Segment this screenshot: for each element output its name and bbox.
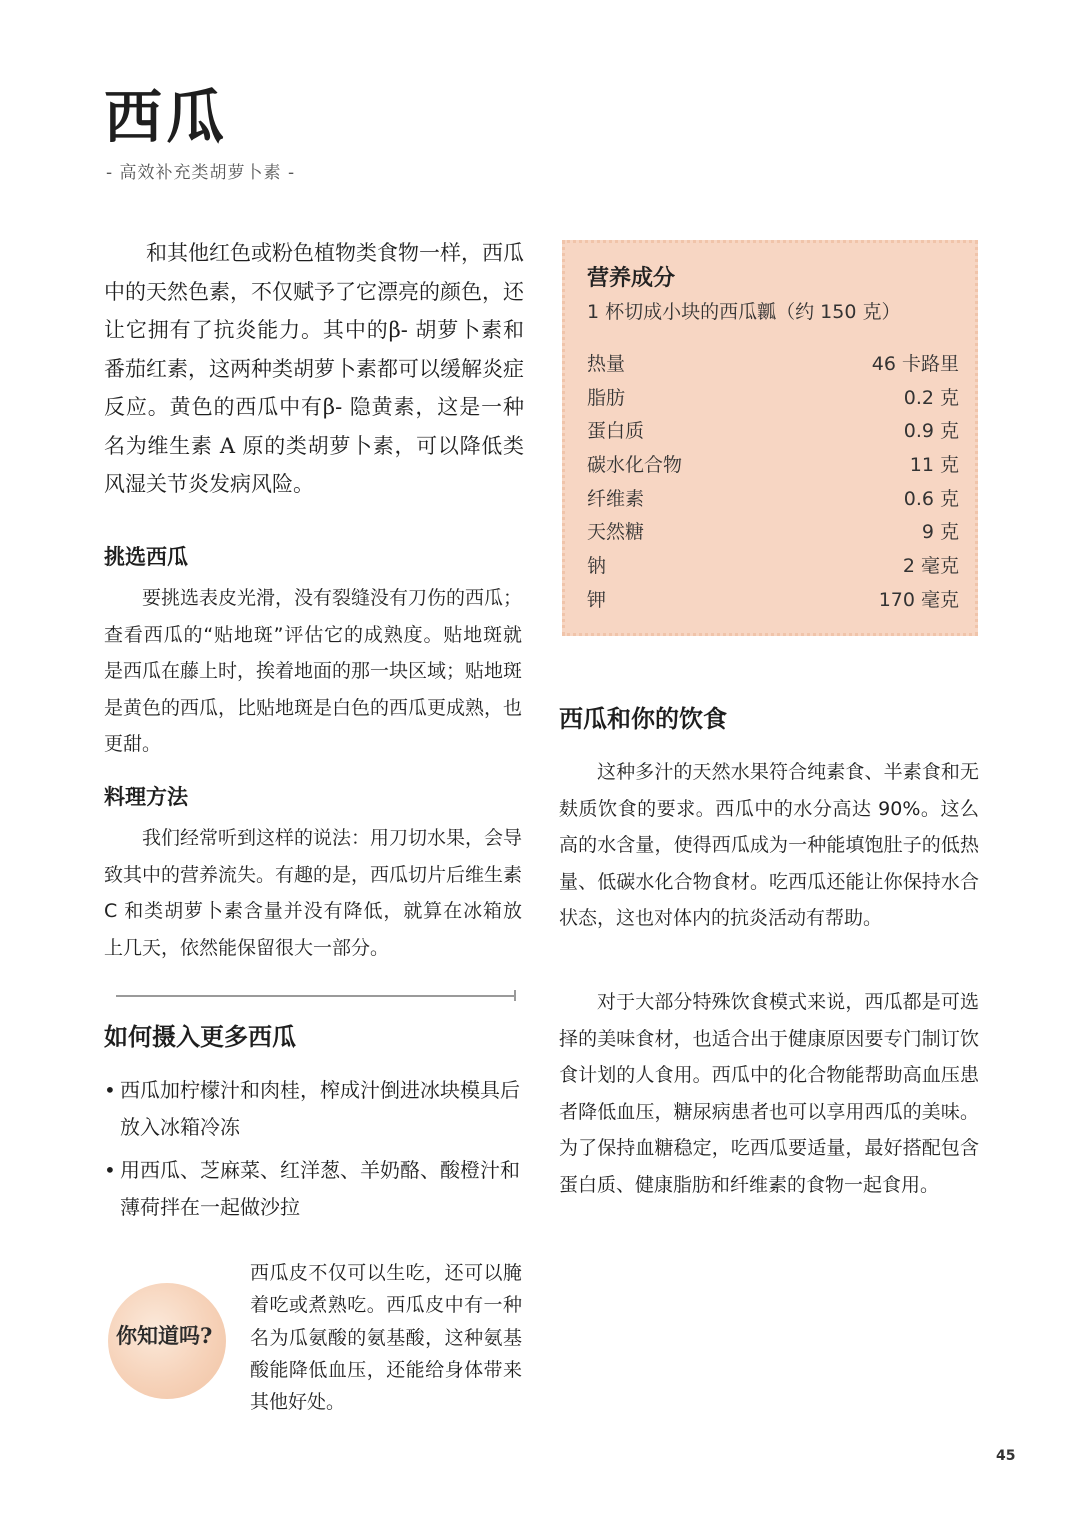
nutrient-value: 170 毫克 bbox=[878, 588, 959, 611]
nutrient-value: 11 克 bbox=[909, 454, 959, 477]
nutrition-row bbox=[587, 517, 959, 551]
more-heading: 如何摄入更多西瓜 bbox=[104, 1022, 296, 1051]
nutrient-value: 0.6 克 bbox=[903, 487, 959, 510]
diet-paragraph-1: 这种多汁的天然水果符合纯素食、半素食和无麸质饮食的要求。西瓜中的水分高达 90%。这么高的水含量，使得西瓜成为一种能填饱肚子的低热量、低碳水化合物食材。吃西瓜还能让你保持水合状态，这也对体内的抗炎活动有帮助。 bbox=[559, 761, 979, 929]
nutrition-row bbox=[587, 416, 959, 450]
nutrient-name: 钠 bbox=[587, 555, 607, 578]
cook-paragraph: 我们经常听到这样的说法：用刀切水果，会导致其中的营养流失。有趣的是，西瓜切片后维生素 C 和类胡萝卜素含量并没有降低，就算在冰箱放上几天，依然能保留很大一部分。 bbox=[104, 827, 523, 959]
nutrient-name: 蛋白质 bbox=[587, 420, 645, 443]
nutrient-value: 46 卡路里 bbox=[871, 353, 959, 375]
choose-heading: 挑选西瓜 bbox=[104, 544, 188, 569]
nutrient-name: 天然糖 bbox=[587, 521, 645, 544]
nutrition-box bbox=[562, 240, 978, 636]
intro-paragraph: 和其他红色或粉色植物类食物一样，西瓜中的天然色素，不仅赋予了它漂亮的颜色，还让它拥有了抗炎能力。其中的β- 胡萝卜素和番茄红素，这两种类胡萝卜素都可以缓解炎症反应。黄色的西瓜中有β- 隐黄素，这是一种名为维生素 A 原的类胡萝卜素，可以降低类风湿关节炎发病风险。 bbox=[104, 241, 524, 496]
nutrient-name: 纤维素 bbox=[587, 487, 645, 510]
nutrition-row bbox=[587, 450, 959, 484]
nutrition-row bbox=[587, 551, 959, 585]
diet-paragraph-2: 对于大部分特殊饮食模式来说，西瓜都是可选择的美味食材，也适合出于健康原因要专门制订饮食计划的人食用。西瓜中的化合物能帮助高血压患者降低血压，糖尿病患者也可以享用西瓜的美味。为了保持血糖稳定，吃西瓜要适量，最好搭配包含蛋白质、健康脂肪和纤维素的食物一起食用。 bbox=[559, 991, 979, 1196]
cook-heading: 料理方法 bbox=[104, 784, 188, 809]
nutrient-name: 碳水化合物 bbox=[587, 454, 683, 477]
list-item: • 用西瓜、芝麻菜、红洋葱、羊奶酪、酸橙汁和薄荷拌在一起做沙拉 bbox=[104, 1152, 524, 1226]
section-divider bbox=[116, 995, 516, 997]
nutrient-value: 0.2 克 bbox=[903, 386, 959, 409]
nutrient-value: 2 毫克 bbox=[902, 555, 959, 578]
nutrition-row bbox=[587, 585, 959, 619]
nutrient-name: 热量 bbox=[587, 353, 626, 375]
diet-heading: 西瓜和你的饮食 bbox=[559, 704, 727, 733]
nutrient-name: 钾 bbox=[587, 588, 607, 611]
nutrition-row bbox=[587, 484, 959, 518]
nutrition-row bbox=[587, 383, 959, 417]
nutrition-serving: 1 杯切成小块的西瓜瓤（约 150 克） bbox=[587, 301, 901, 323]
list-item: • 西瓜加柠檬汁和肉桂，榨成汁倒进冰块模具后放入冰箱冷冻 bbox=[104, 1072, 524, 1146]
nutrient-value: 0.9 克 bbox=[903, 420, 959, 443]
nutrition-title: 营养成分 bbox=[587, 266, 676, 291]
choose-paragraph: 要挑选表皮光滑，没有裂缝没有刀伤的西瓜；查看西瓜的“贴地斑”评估它的成熟度。贴地斑就是西瓜在藤上时，挨着地面的那一块区域；贴地斑是黄色的西瓜，比贴地斑是白色的西瓜更成熟，也更甜。 bbox=[104, 587, 523, 755]
page-number: 45 bbox=[996, 1448, 1016, 1464]
did-you-know-text: 西瓜皮不仅可以生吃，还可以腌着吃或煮熟吃。西瓜皮中有一种名为瓜氨酸的氨基酸，这种氨基酸能降低血压，还能给身体带来其他好处。 bbox=[250, 1262, 522, 1414]
nutrition-row bbox=[587, 349, 959, 383]
tips-list bbox=[104, 1072, 524, 1232]
nutrition-table bbox=[587, 349, 959, 619]
did-you-know-label: 你知道吗? bbox=[116, 1323, 213, 1348]
nutrient-value: 9 克 bbox=[921, 521, 959, 544]
page-subtitle: - 高效补充类胡萝卜素 - bbox=[106, 163, 296, 183]
page-title: 西瓜 bbox=[104, 83, 229, 151]
nutrient-name: 脂肪 bbox=[587, 386, 626, 409]
